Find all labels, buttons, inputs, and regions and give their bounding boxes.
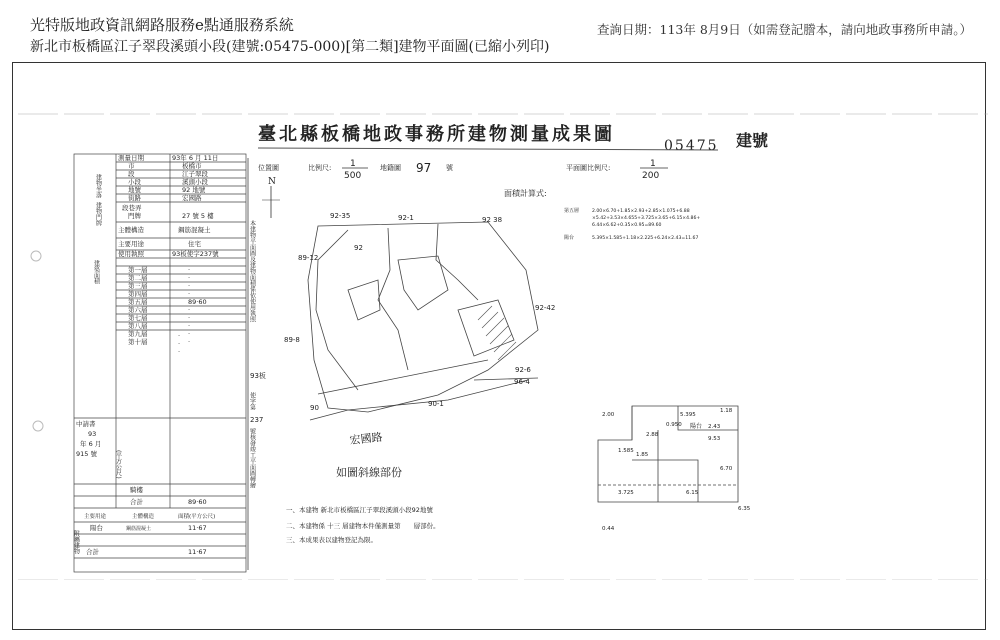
floor-label: 第九層 xyxy=(128,330,148,338)
floor-area: · xyxy=(188,322,191,330)
dimension-label: 6.70 xyxy=(720,466,733,472)
floor-label: 第五層 xyxy=(128,298,148,306)
parcel-label: 92 38 xyxy=(482,216,503,224)
application-year: 93 xyxy=(88,430,97,438)
floor-area: · xyxy=(188,266,191,274)
floor-label: 第八層 xyxy=(128,322,148,330)
cadastral-map-number: 97 xyxy=(416,161,432,175)
floor-label: 第三層 xyxy=(128,282,148,290)
plan-scale-numerator: 1 xyxy=(650,159,656,169)
land-number-value: 92 地號 xyxy=(182,186,206,194)
main-use-label: 主要用途 xyxy=(118,240,144,248)
floor-label: 第一層 xyxy=(128,266,148,274)
section-value: 江子翠段 xyxy=(182,170,208,178)
note-2: 二、本建物係 十三 層建物本件僅測量第 層部份。 xyxy=(286,522,440,530)
attached-structure: 鋼筋混凝土 xyxy=(126,526,152,532)
door-number-value: 27 號 5 樓 xyxy=(182,212,214,220)
punch-hole-top xyxy=(31,251,41,261)
parcel-label: 89-8 xyxy=(284,336,300,344)
note-1: 一、本建物 新北市板橋區江子翠段溪頭小段92地號 xyxy=(286,506,433,514)
dimension-label: 2.88 xyxy=(646,432,659,438)
parcel-label: 92 xyxy=(354,244,363,252)
floor-area: · xyxy=(188,306,191,314)
street-value: 宏國路 xyxy=(182,194,202,202)
floor-area: 89·60 xyxy=(188,298,207,306)
floor-label: 第七層 xyxy=(128,314,148,322)
road-handwritten: 宏國路 xyxy=(348,430,384,447)
attached-area-header: 面積(平方公尺) xyxy=(178,514,216,520)
structure-value: 鋼筋混凝土 xyxy=(178,226,211,234)
hatch-note: 如圖斜線部份 xyxy=(336,466,402,479)
attached-total-label: 合計 xyxy=(86,548,99,556)
parcel-label: 96-4 xyxy=(514,378,530,386)
north-label: N xyxy=(268,177,276,187)
dimension-label: 2.00 xyxy=(602,412,615,418)
blank-row-value: · xyxy=(178,332,181,340)
floor-area: · xyxy=(188,330,191,338)
floor-label: 第六層 xyxy=(128,306,148,314)
dimension-label: 1.85 xyxy=(636,452,649,458)
vertical-note-license: 93板 xyxy=(250,372,266,380)
parcel-label: 90-1 xyxy=(428,400,444,408)
calc-floor5-line1: 2.00×6.70+1.85×2.93+2.85×1.075+6.88 xyxy=(592,209,690,214)
door-group-label: 建物門牌 xyxy=(94,202,102,226)
plan-scale-label: 平面圖比例尺: xyxy=(566,164,611,172)
land-number-label: 地號 xyxy=(128,186,141,194)
dimension-label: 9.53 xyxy=(708,436,721,442)
parcel-label: 92-42 xyxy=(535,304,556,312)
cadastral-map-label: 地籍圖 xyxy=(380,164,401,172)
calc-balcony-formula: 5.395×1.585+1.18×2.225+6.24×2.43=11.67 xyxy=(592,236,699,241)
dimension-label: 3.725 xyxy=(618,490,634,496)
query-date: 查詢日期：113年 8月9日（如需登記謄本，請向地政事務所申請。） xyxy=(597,22,972,37)
floor-area: · xyxy=(188,274,191,282)
attached-structure-header: 主體構造 xyxy=(132,514,155,520)
structure-label: 主體構造 xyxy=(118,226,144,234)
section-label: 段 xyxy=(128,170,135,178)
main-use-value: 住宅 xyxy=(188,240,201,248)
parcel-label: 89-12 xyxy=(298,254,319,262)
city-label: 市 xyxy=(128,162,135,170)
application-number: 915 號 xyxy=(76,450,97,458)
system-title: 光特版地政資訊網路服務e點通服務系統 xyxy=(30,16,294,34)
building-number-label: 建號 xyxy=(736,131,769,150)
building-number: 05475 xyxy=(664,138,719,154)
dimension-label: 0.44 xyxy=(602,526,615,532)
unit-label: (平方公尺) xyxy=(114,450,122,479)
calc-balcony-label: 陽台 xyxy=(564,235,575,241)
note-3: 三、本成果表以建物登記為限。 xyxy=(286,536,377,544)
vertical-note-number: 237 xyxy=(250,416,264,424)
subsection-label: 小段 xyxy=(128,178,141,186)
attached-use: 陽台 xyxy=(90,524,103,532)
survey-date-value: 93年 6 月 11日 xyxy=(172,154,219,162)
blank-row-value: · xyxy=(178,340,181,348)
application-label: 中請書 xyxy=(76,420,96,428)
application-date: 年 6 月 xyxy=(80,440,102,448)
punch-hole-bottom xyxy=(33,421,43,431)
dimension-label: 1.585 xyxy=(618,448,634,454)
vertical-note: 號核發竣工平面圖轉繪 xyxy=(248,428,256,488)
scale-denominator: 500 xyxy=(344,171,362,181)
calc-floor5-line3: 6.44×6.62+0.35×0.95=89.60 xyxy=(592,223,662,228)
area-calc-label: 面積計算式: xyxy=(504,189,547,198)
document-subtitle: 新北市板橋區江子翠段溪頭小段(建號:05475-000)[第二類]建物平面圖(已縮小列印) xyxy=(30,39,550,55)
floor-area: · xyxy=(188,290,191,298)
dimension-label: 2.43 xyxy=(708,424,721,430)
parcel-label: 92-6 xyxy=(515,366,531,374)
city-value: 板橋市 xyxy=(182,162,202,170)
blank-row-value: · xyxy=(178,348,181,356)
scale-label: 比例尺: xyxy=(308,164,332,172)
total-value: 89·60 xyxy=(188,498,207,506)
plan-title: 臺北縣板橋地政事務所建物測量成果圖 xyxy=(258,124,615,145)
canopy-label: 騎樓 xyxy=(130,486,143,494)
door-number-label: 門牌 xyxy=(128,212,141,220)
attached-use-header: 主要用途 xyxy=(84,514,107,520)
floor-plan xyxy=(598,406,738,502)
vertical-note: 本建物平面圖及建物面積係依使用執照 xyxy=(248,220,256,322)
area-group-label: 建築面積 xyxy=(92,260,100,284)
dimension-label: 1.18 xyxy=(720,408,733,414)
floor-area: · xyxy=(188,282,191,290)
survey-date-label: 測量日期 xyxy=(118,154,144,162)
subsection-value: 溪頭小段 xyxy=(182,178,208,186)
attached-group-label: 附屬建物 xyxy=(72,530,80,554)
position-map-label: 位置圖 xyxy=(258,164,279,172)
scale-numerator: 1 xyxy=(350,159,356,169)
parcel-label: 92-1 xyxy=(398,214,414,222)
parcel-label: 90 xyxy=(310,404,319,412)
dimension-label: 0.950 xyxy=(666,422,682,428)
floor-area: · xyxy=(188,314,191,322)
balcony-label: 陽台 xyxy=(690,423,703,430)
vertical-note: 使字第 xyxy=(248,392,256,410)
street-label: 街路 xyxy=(128,194,141,202)
dimension-label: 5.395 xyxy=(680,412,696,418)
site-plan xyxy=(308,222,538,420)
plan-scale-denominator: 200 xyxy=(642,171,660,181)
total-label: 合計 xyxy=(130,498,143,506)
survey-plan-sheet xyxy=(18,110,998,580)
license-label: 使用執照 xyxy=(118,250,144,258)
attached-area: 11·67 xyxy=(188,524,207,532)
attached-total-value: 11·67 xyxy=(188,548,207,556)
cadastral-map-unit: 號 xyxy=(446,164,453,172)
title-underline xyxy=(258,148,718,150)
floor-label: 第二層 xyxy=(128,274,148,282)
location-group-label: 建物坐落 xyxy=(94,174,102,198)
lane-label: 段巷弄 xyxy=(122,204,142,212)
calc-floor5-label: 第五層 xyxy=(564,208,580,214)
parcel-label: 92-35 xyxy=(330,212,351,220)
calc-floor5-line2: ×5.42+3.53×4.655+3.725×3.65+6.15×4.86+ xyxy=(592,216,701,221)
floor-label: 第十層 xyxy=(128,338,148,346)
dimension-label: 6.15 xyxy=(686,490,699,496)
license-value: 93板使字237號 xyxy=(172,250,219,258)
dimension-label: 6.35 xyxy=(738,506,751,512)
floor-label: 第四層 xyxy=(128,290,148,298)
floor-area: · xyxy=(188,338,191,346)
